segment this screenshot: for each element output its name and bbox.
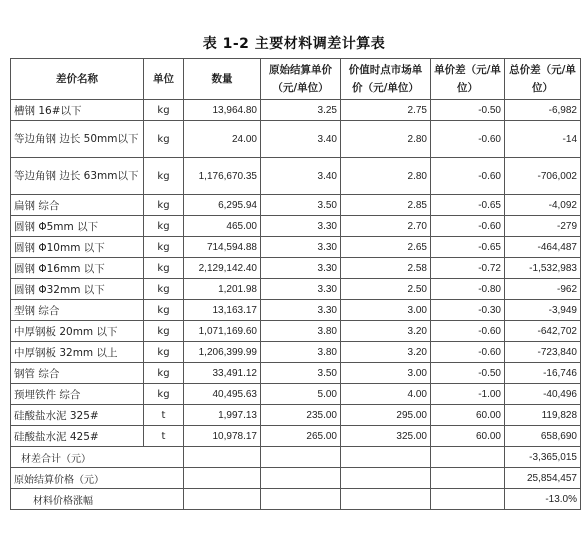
cell-udiff: -0.80 — [431, 279, 505, 300]
cell-tdiff: -464,487 — [505, 237, 581, 258]
table-row — [11, 158, 581, 195]
header-name: 差价名称 — [11, 59, 144, 100]
cell-qty: 10,978.17 — [184, 426, 261, 447]
cell-orig: 3.40 — [261, 158, 341, 195]
summary-value: -3,365,015 — [505, 447, 581, 468]
empty-cell — [261, 468, 341, 489]
table-row — [11, 279, 581, 300]
cell-market: 2.50 — [341, 279, 431, 300]
empty-cell — [341, 468, 431, 489]
cell-market: 325.00 — [341, 426, 431, 447]
cell-orig: 3.80 — [261, 342, 341, 363]
cell-orig: 3.30 — [261, 300, 341, 321]
cell-tdiff: 658,690 — [505, 426, 581, 447]
cell-market: 3.20 — [341, 321, 431, 342]
cell-name: 圆钢 Φ32mm 以下 — [11, 279, 144, 300]
cell-udiff: -0.60 — [431, 158, 505, 195]
empty-cell — [184, 489, 261, 510]
cell-unit: kg — [144, 100, 184, 121]
header-orig-price: 原始结算单价（元/单位） — [261, 59, 341, 100]
cell-name: 中厚钢板 20mm 以下 — [11, 321, 144, 342]
cell-tdiff: -16,746 — [505, 363, 581, 384]
cell-orig: 235.00 — [261, 405, 341, 426]
empty-cell — [261, 489, 341, 510]
cell-tdiff: -4,092 — [505, 195, 581, 216]
cell-qty: 1,206,399.99 — [184, 342, 261, 363]
cell-market: 2.80 — [341, 158, 431, 195]
cell-orig: 3.50 — [261, 195, 341, 216]
cell-market: 2.85 — [341, 195, 431, 216]
cell-name: 圆钢 Φ16mm 以下 — [11, 258, 144, 279]
cell-orig: 3.40 — [261, 121, 341, 158]
cell-orig: 5.00 — [261, 384, 341, 405]
summary-label: 材差合计（元） — [11, 447, 184, 468]
cell-market: 3.20 — [341, 342, 431, 363]
cell-name: 槽钢 16#以下 — [11, 100, 144, 121]
cell-orig: 3.30 — [261, 237, 341, 258]
cell-tdiff: -962 — [505, 279, 581, 300]
table-row — [11, 258, 581, 279]
cell-market: 2.70 — [341, 216, 431, 237]
cell-market: 2.65 — [341, 237, 431, 258]
empty-cell — [184, 468, 261, 489]
table-row — [11, 121, 581, 158]
cell-qty: 13,163.17 — [184, 300, 261, 321]
cell-unit: kg — [144, 321, 184, 342]
cell-market: 2.75 — [341, 100, 431, 121]
table-title: 表 1-2 主要材料调差计算表 — [202, 36, 386, 52]
header-market-price: 价值时点市场单价（元/单位） — [341, 59, 431, 100]
cell-unit: kg — [144, 258, 184, 279]
cell-orig: 3.80 — [261, 321, 341, 342]
cell-name: 硅酸盐水泥 325# — [11, 405, 144, 426]
cell-tdiff: -279 — [505, 216, 581, 237]
cell-qty: 33,491.12 — [184, 363, 261, 384]
cell-orig: 3.30 — [261, 258, 341, 279]
cell-unit: kg — [144, 384, 184, 405]
header-qty: 数量 — [184, 59, 261, 100]
cell-unit: kg — [144, 342, 184, 363]
cell-name: 等边角钢 边长 63mm以下 — [11, 158, 144, 195]
cell-udiff: -0.60 — [431, 321, 505, 342]
table-row — [11, 363, 581, 384]
cell-qty: 1,071,169.60 — [184, 321, 261, 342]
cell-tdiff: -642,702 — [505, 321, 581, 342]
cell-tdiff: -1,532,983 — [505, 258, 581, 279]
cell-name: 等边角钢 边长 50mm以下 — [11, 121, 144, 158]
cell-unit: kg — [144, 237, 184, 258]
cell-unit: kg — [144, 300, 184, 321]
cell-orig: 3.30 — [261, 216, 341, 237]
cell-name: 硅酸盐水泥 425# — [11, 426, 144, 447]
empty-cell — [431, 447, 505, 468]
table-row — [11, 342, 581, 363]
cell-qty: 6,295.94 — [184, 195, 261, 216]
cell-udiff: -0.72 — [431, 258, 505, 279]
cell-qty: 13,964.80 — [184, 100, 261, 121]
cell-tdiff: -723,840 — [505, 342, 581, 363]
cell-tdiff: 119,828 — [505, 405, 581, 426]
empty-cell — [341, 489, 431, 510]
material-price-diff-table — [10, 58, 581, 510]
table-row — [11, 426, 581, 447]
cell-orig: 265.00 — [261, 426, 341, 447]
cell-name: 中厚钢板 32mm 以上 — [11, 342, 144, 363]
cell-name: 扁钢 综合 — [11, 195, 144, 216]
cell-market: 2.58 — [341, 258, 431, 279]
cell-market: 4.00 — [341, 384, 431, 405]
cell-qty: 40,495.63 — [184, 384, 261, 405]
cell-unit: kg — [144, 195, 184, 216]
cell-unit: kg — [144, 158, 184, 195]
cell-udiff: -0.30 — [431, 300, 505, 321]
cell-orig: 3.50 — [261, 363, 341, 384]
summary-row — [11, 468, 581, 489]
table-row — [11, 195, 581, 216]
cell-udiff: -0.60 — [431, 216, 505, 237]
table-row — [11, 405, 581, 426]
header-unit: 单位 — [144, 59, 184, 100]
cell-qty: 1,997.13 — [184, 405, 261, 426]
table-row — [11, 237, 581, 258]
cell-market: 2.80 — [341, 121, 431, 158]
cell-name: 预埋铁件 综合 — [11, 384, 144, 405]
cell-tdiff: -3,949 — [505, 300, 581, 321]
cell-unit: kg — [144, 216, 184, 237]
cell-orig: 3.30 — [261, 279, 341, 300]
cell-udiff: -0.65 — [431, 195, 505, 216]
header-total-diff: 总价差（元/单位） — [505, 59, 581, 100]
cell-orig: 3.25 — [261, 100, 341, 121]
cell-tdiff: -40,496 — [505, 384, 581, 405]
cell-udiff: -0.50 — [431, 363, 505, 384]
cell-qty: 24.00 — [184, 121, 261, 158]
cell-udiff: -0.60 — [431, 342, 505, 363]
cell-qty: 1,176,670.35 — [184, 158, 261, 195]
cell-udiff: -0.60 — [431, 121, 505, 158]
empty-cell — [431, 489, 505, 510]
table-row — [11, 321, 581, 342]
summary-value: 25,854,457 — [505, 468, 581, 489]
table-header-row — [11, 59, 581, 100]
cell-unit: kg — [144, 279, 184, 300]
cell-market: 295.00 — [341, 405, 431, 426]
empty-cell — [261, 447, 341, 468]
cell-tdiff: -706,002 — [505, 158, 581, 195]
cell-name: 圆钢 Φ5mm 以下 — [11, 216, 144, 237]
cell-market: 3.00 — [341, 363, 431, 384]
cell-udiff: -0.50 — [431, 100, 505, 121]
cell-udiff: -0.65 — [431, 237, 505, 258]
table-row — [11, 100, 581, 121]
summary-row — [11, 447, 581, 468]
cell-name: 型钢 综合 — [11, 300, 144, 321]
header-unit-diff: 单价差（元/单位） — [431, 59, 505, 100]
cell-unit: t — [144, 405, 184, 426]
table-row — [11, 300, 581, 321]
cell-qty: 1,201.98 — [184, 279, 261, 300]
cell-unit: kg — [144, 363, 184, 384]
cell-tdiff: -14 — [505, 121, 581, 158]
cell-udiff: -1.00 — [431, 384, 505, 405]
summary-row — [11, 489, 581, 510]
cell-name: 圆钢 Φ10mm 以下 — [11, 237, 144, 258]
cell-qty: 2,129,142.40 — [184, 258, 261, 279]
cell-qty: 465.00 — [184, 216, 261, 237]
cell-unit: t — [144, 426, 184, 447]
summary-value: -13.0% — [505, 489, 581, 510]
summary-label: 原始结算价格（元） — [11, 468, 184, 489]
empty-cell — [184, 447, 261, 468]
table-row — [11, 216, 581, 237]
cell-udiff: 60.00 — [431, 405, 505, 426]
cell-unit: kg — [144, 121, 184, 158]
cell-market: 3.00 — [341, 300, 431, 321]
cell-name: 钢管 综合 — [11, 363, 144, 384]
table-row — [11, 384, 581, 405]
cell-qty: 714,594.88 — [184, 237, 261, 258]
summary-label: 材料价格涨幅 — [11, 489, 184, 510]
cell-udiff: 60.00 — [431, 426, 505, 447]
cell-tdiff: -6,982 — [505, 100, 581, 121]
empty-cell — [341, 447, 431, 468]
empty-cell — [431, 468, 505, 489]
